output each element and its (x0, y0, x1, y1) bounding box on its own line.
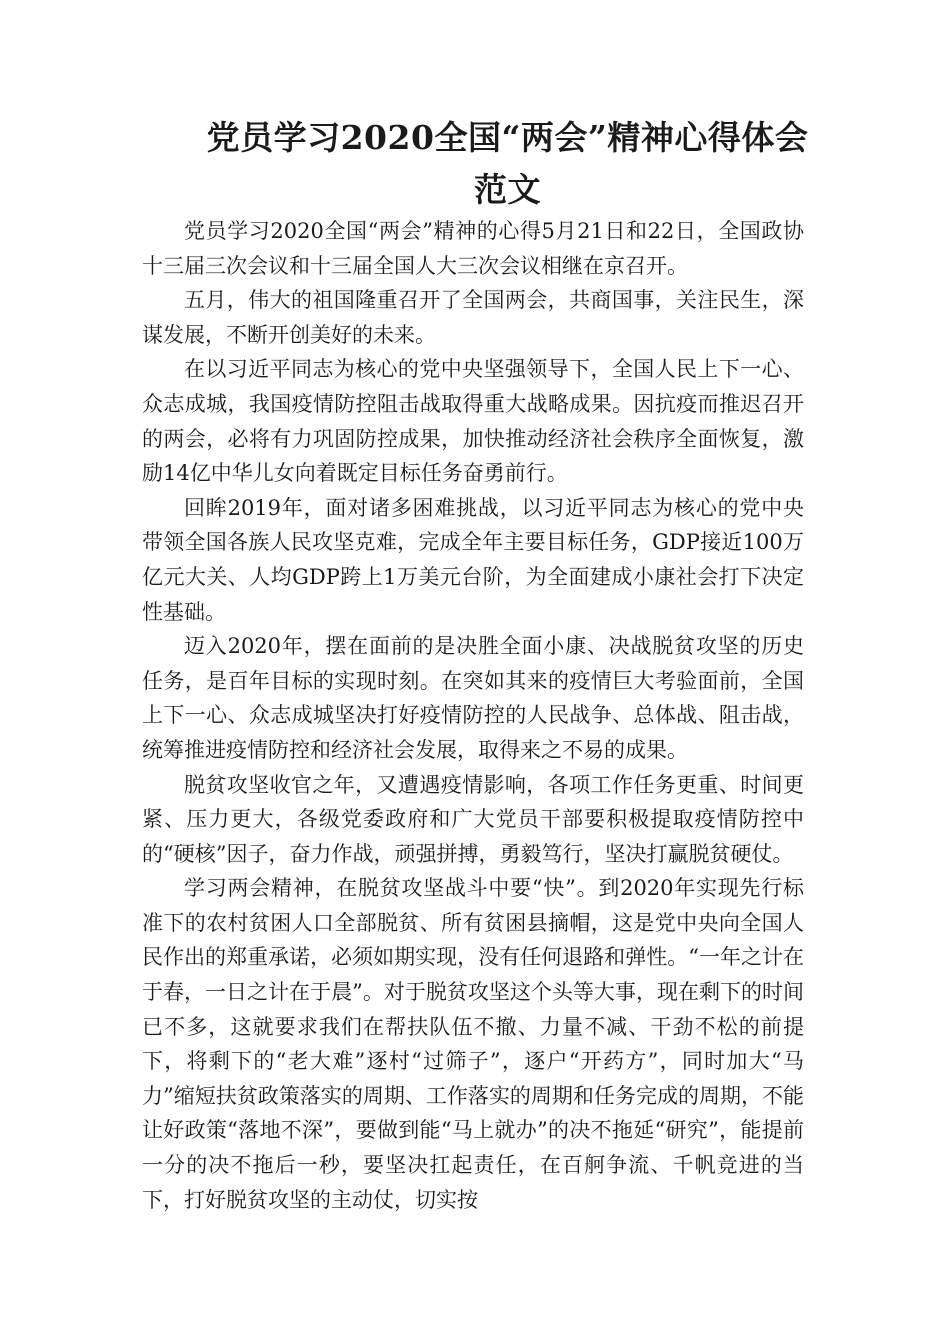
paragraph: 回眸2019年，面对诸多困难挑战，以习近平同志为核心的党中央带领全国各族人民攻坚克难，完成全年主要目标任务，GDP接近100万亿元大关、人均GDP跨上1万美元台阶，为全面建成小康社会打下决定性基础。 (142, 495, 804, 624)
paragraph: 五月，伟大的祖国隆重召开了全国两会，共商国事，关注民生，深谋发展，不断开创美好的未来。 (142, 288, 804, 347)
paragraph: 在以习近平同志为核心的党中央坚强领导下，全国人民上下一心、众志成城，我国疫情防控阻击战取得重大战略成果。因抗疫而推迟召开的两会，必将有力巩固防控成果，加快推动经济社会秩序全面恢复，激励14亿中华儿女向着既定目标任务奋勇前行。 (142, 357, 804, 486)
document-title (140, 112, 875, 216)
paragraph: 迈入2020年，摆在面前的是决胜全面小康、决战脱贫攻坚的历史任务，是百年目标的实现时刻。在突如其来的疫情巨大考验面前，全国上下一心、众志成城坚决打好疫情防控的人民战争、总体战、阻击战，统筹推进疫情防控和经济社会发展，取得来之不易的成果。 (142, 634, 804, 762)
title-line-1: 党员学习2020全国“两会”精神心得体会 (206, 118, 809, 157)
paragraph: 学习两会精神，在脱贫攻坚战斗中要“快”。到2020年实现先行标准下的农村贫困人口全部脱贫、所有贫困县摘帽，这是党中央向全国人民作出的郑重承诺，必须如期实现，没有任何退路和弹性。“一年之计在于春，一日之计在于晨”。对于脱贫攻坚这个头等大事，现在剩下的时间已不多，这就要求我们在帮扶队伍不撤、力量不减、干劲不松的前提下，将剩下的“老大难”逐村“过筛子”，逐户“开药方”，同时加大“马力”缩短扶贫政策落实的周期、工作落实的周期和任务完成的周期，不能让好政策“落地不深”，要做到能“马上就办”的决不拖延“研究”，能提前一分的决不拖后一秒，要坚决扛起责任，在百舸争流、千帆竞进的当下，打好脱贫攻坚的主动仗，切实按 (142, 876, 804, 1212)
paragraph: 脱贫攻坚收官之年，又遭遇疫情影响，各项工作任务更重、时间更紧、压力更大，各级党委政府和广大党员干部要积极提取疫情防控中的“硬核”因子，奋力作战，顽强拼搏，勇毅笃行，坚决打赢脱贫硬仗。 (142, 772, 804, 866)
title-line-2: 范文 (474, 170, 541, 209)
document-body (142, 214, 804, 1217)
paragraph: 党员学习2020全国“两会”精神的心得5月21日和22日，全国政协十三届三次会议和十三届全国人大三次会议相继在京召开。 (142, 219, 804, 278)
